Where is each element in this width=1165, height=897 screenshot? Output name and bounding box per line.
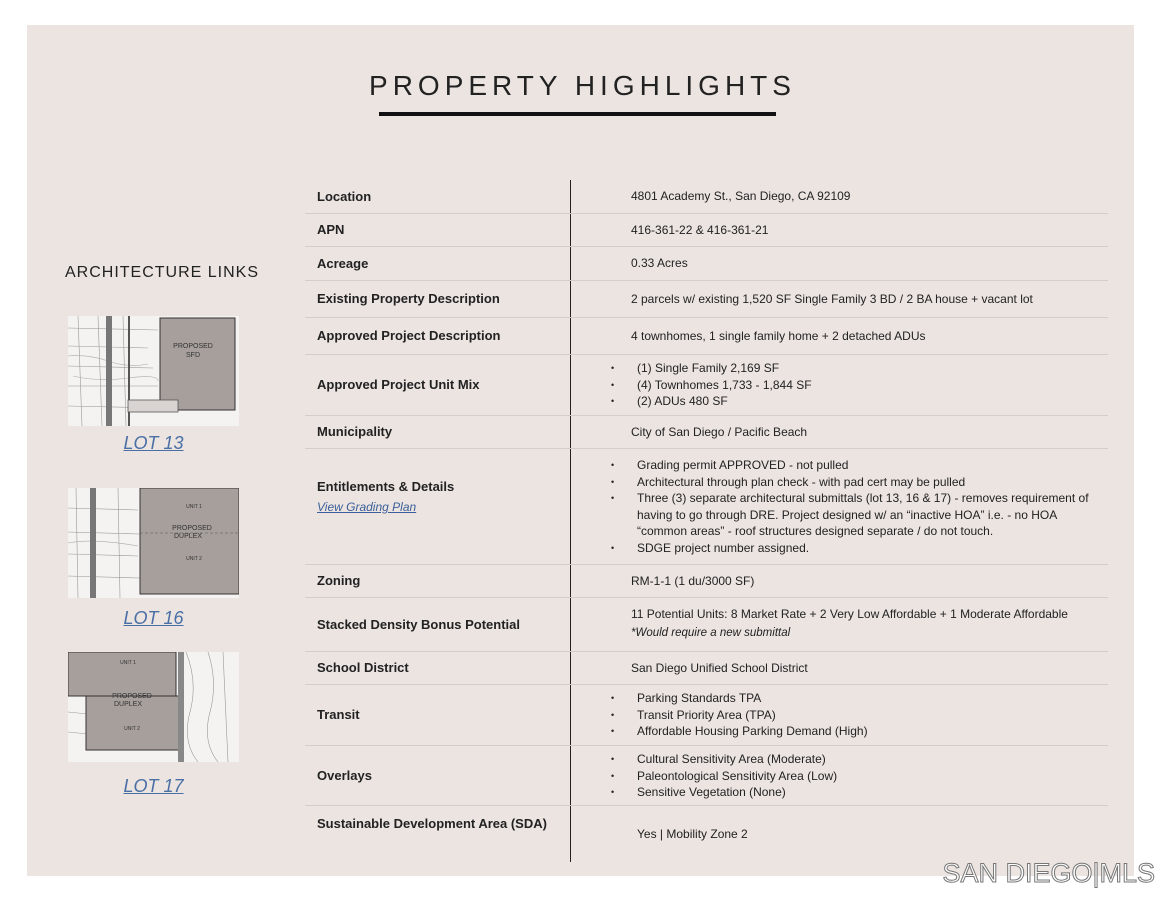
row-label: Location	[317, 189, 372, 204]
row-value: 2 parcels w/ existing 1,520 SF Single Family 3 BD / 2 BA house + vacant lot	[631, 292, 1033, 306]
row-value-group	[631, 606, 1068, 641]
list-item: • Sensitive Vegetation (None)	[631, 784, 837, 801]
row-value: 4801 Academy St., San Diego, CA 92109	[631, 189, 851, 203]
row-label: APN	[317, 222, 345, 237]
lot-17-plan-label-4: UNIT 2	[124, 726, 140, 732]
row-overlays	[305, 745, 1108, 806]
row-zoning	[305, 564, 1108, 598]
list-item: • Cultural Sensitivity Area (Moderate)	[631, 751, 837, 768]
row-label-group	[317, 477, 454, 517]
row-value: 0.33 Acres	[631, 256, 688, 270]
list-item: • Architectural through plan check - with pad cert may be pulled	[631, 474, 1101, 491]
lot-13-plan-thumbnail[interactable]	[68, 316, 239, 426]
lot-16-plan-thumbnail[interactable]	[68, 488, 239, 598]
row-label: Zoning	[317, 573, 361, 588]
row-value-list	[631, 751, 837, 801]
row-acreage	[305, 246, 1108, 281]
row-label: Entitlements & Details	[317, 479, 455, 494]
list-item: • (1) Single Family 2,169 SF	[631, 360, 812, 377]
lot-16-plan-label-1: UNIT 1	[186, 504, 202, 510]
row-label: Acreage	[317, 256, 369, 271]
row-municipality	[305, 415, 1108, 449]
row-label: Overlays	[317, 768, 372, 783]
lot-16-plan-label-3: DUPLEX	[173, 533, 203, 540]
view-grading-plan-link[interactable]: View Grading Plan	[317, 500, 417, 514]
lot-16-plan-label-4: UNIT 2	[186, 556, 202, 562]
row-approved-description	[305, 317, 1108, 355]
row-entitlements	[305, 448, 1108, 565]
row-note: *Would require a new submittal	[631, 626, 791, 639]
row-school-district	[305, 651, 1108, 685]
lot-13-link[interactable]: LOT 13	[123, 433, 184, 453]
row-value-list	[631, 690, 868, 740]
row-apn	[305, 213, 1108, 247]
lot-16-link[interactable]: LOT 16	[123, 608, 184, 628]
lot-16-plan-label-2: PROPOSED	[172, 525, 212, 532]
title-underline	[379, 112, 776, 116]
row-value: 416-361-22 & 416-361-21	[631, 223, 769, 237]
row-label: Stacked Density Bonus Potential	[317, 617, 520, 632]
mls-watermark-logo: SAN DIEGO|MLS	[942, 858, 1155, 888]
list-item: • SDGE project number assigned.	[631, 540, 1101, 557]
row-value-list	[631, 457, 1101, 556]
list-item: • (2) ADUs 480 SF	[631, 393, 812, 410]
lot-17-plan-label-3: DUPLEX	[113, 701, 143, 708]
row-value-list	[631, 360, 812, 410]
row-label: Approved Project Description	[317, 328, 501, 343]
list-item: • Three (3) separate architectural submittals (lot 13, 16 & 17) - removes requirement of having to go through DRE. Project designed w/ an “inactive HOA” i.e. - no HOA “common areas” - roof structures designed separate / do not touch.	[631, 490, 1101, 540]
row-existing-description	[305, 280, 1108, 318]
lot-17-plan-label-1: UNIT 1	[120, 660, 136, 666]
row-value: City of San Diego / Pacific Beach	[631, 425, 808, 439]
list-item: • Parking Standards TPA	[631, 690, 868, 707]
list-item: • Grading permit APPROVED - not pulled	[631, 457, 1101, 474]
row-value: RM-1-1 (1 du/3000 SF)	[631, 574, 755, 588]
row-unit-mix	[305, 354, 1108, 416]
row-value: 4 townhomes, 1 single family home + 2 detached ADUs	[631, 329, 926, 343]
row-label: Existing Property Description	[317, 291, 500, 306]
row-label: Sustainable Development Area (SDA)	[317, 816, 547, 831]
lot-13-plan-label-1: PROPOSED	[173, 343, 213, 350]
list-item: • (4) Townhomes 1,733 - 1,844 SF	[631, 377, 812, 394]
row-density-bonus	[305, 597, 1108, 652]
lot-13-plan-label-2: SFD	[186, 352, 200, 359]
architecture-links-heading: ARCHITECTURE LINKS	[65, 264, 260, 281]
row-value: San Diego Unified School District	[631, 661, 808, 675]
lot-17-plan-label-2: PROPOSED	[112, 693, 152, 700]
list-item: • Affordable Housing Parking Demand (High)	[631, 723, 868, 740]
lot-17-link[interactable]: LOT 17	[123, 776, 184, 796]
row-value: 11 Potential Units: 8 Market Rate + 2 Very Low Affordable + 1 Moderate Affordable	[631, 607, 1068, 621]
row-transit	[305, 684, 1108, 746]
row-label: Approved Project Unit Mix	[317, 377, 480, 392]
page-title: PROPERTY HIGHLIGHTS	[369, 70, 796, 101]
list-item: • Transit Priority Area (TPA)	[631, 707, 868, 724]
lot-17-plan-thumbnail[interactable]	[68, 652, 239, 762]
row-value: Yes | Mobility Zone 2	[637, 827, 748, 841]
list-item: • Paleontological Sensitivity Area (Low)	[631, 768, 837, 785]
row-label: Transit	[317, 707, 360, 722]
row-sda	[305, 805, 1108, 862]
row-label: School District	[317, 660, 409, 675]
row-label: Municipality	[317, 424, 393, 439]
row-location	[305, 180, 1108, 214]
